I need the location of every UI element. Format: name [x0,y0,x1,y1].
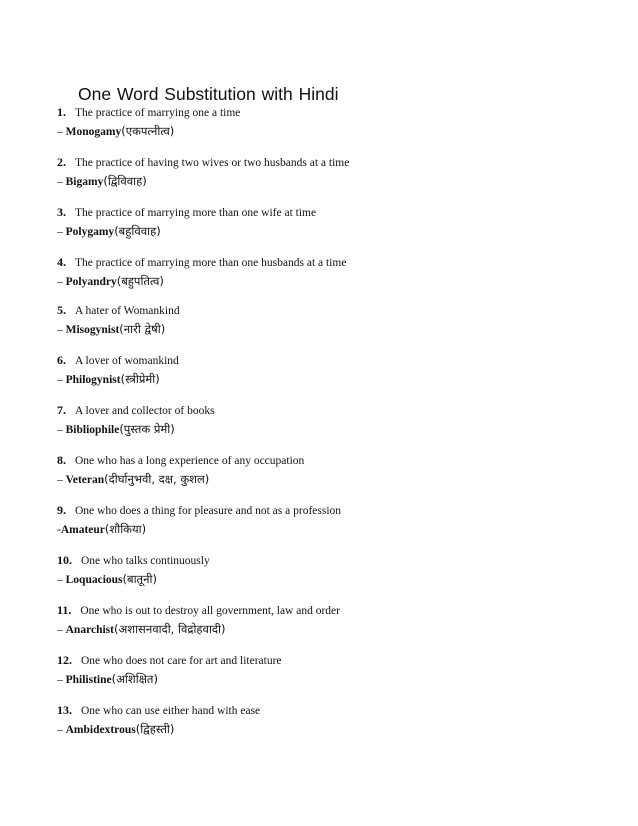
item-prefix: – [57,176,66,188]
item-word: Ambidextrous [65,724,136,736]
item-number: 3. [57,205,66,219]
item-word: Misogynist [65,324,120,336]
item-question: One who can use either hand with ease [81,705,261,717]
item-hindi: (शौकिया) [104,522,147,536]
item-number: 10. [57,553,72,567]
item-number: 4. [57,255,66,269]
list-item [57,452,617,487]
item-word: Monogamy [65,126,122,138]
item-number: 7. [57,403,66,417]
item-question: The practice of marrying more than one wife at time [75,207,317,219]
item-question: One who talks continuously [81,555,210,567]
item-prefix: – [57,324,66,336]
item-number: 1. [57,105,66,119]
item-word: Polyandry [65,276,117,288]
item-number: 9. [57,503,66,517]
item-hindi: (बहुपतित्व) [116,274,164,288]
item-word: Loquacious [65,574,123,586]
item-number: 2. [57,155,66,169]
item-hindi: (बहुविवाह) [114,224,161,238]
item-prefix: – [57,424,66,436]
item-word: Bigamy [65,176,104,188]
item-word: Bibliophile [65,424,120,436]
item-hindi: (द्विहस्ती) [135,722,175,736]
list-item [57,602,617,637]
item-word: Anarchist [65,624,114,636]
item-prefix: – [57,474,66,486]
item-number: 6. [57,353,66,367]
item-prefix: – [57,724,66,736]
item-hindi: (अशिक्षित) [111,672,158,686]
item-hindi: (नारी द्वेषी) [119,322,166,336]
item-hindi: (द्विविवाह) [103,174,147,188]
item-question: One who has a long experience of any occupation [75,455,305,467]
list-item [57,502,617,537]
item-question: A lover of womankind [75,355,179,367]
item-hindi: (बातूनी) [122,572,157,586]
list-item [57,204,617,239]
item-question: The practice of having two wives or two husbands at a time [75,157,350,169]
item-hindi: (अशासनवादी, विद्रोहवादी) [113,622,226,636]
item-number: 12. [57,653,72,667]
list-item [57,352,617,387]
item-hindi: (पुस्तक प्रेमी) [119,422,175,436]
item-word: Philogynist [65,374,121,386]
item-question: A lover and collector of books [75,405,215,417]
item-hindi: (स्त्रीप्रेमी) [120,372,160,386]
list-item [57,402,617,437]
item-number: 5. [57,303,66,317]
item-question: One who is out to destroy all government, law and order [80,605,340,617]
item-number: 13. [57,703,72,717]
item-prefix: - [57,524,61,536]
item-prefix: – [57,624,66,636]
item-word: Amateur [60,524,105,536]
item-prefix: – [57,276,66,288]
item-question: The practice of marrying one a time [75,107,241,119]
list-item [57,552,617,587]
list-item [57,104,617,139]
list-item [57,254,617,289]
list-item [57,702,617,737]
item-prefix: – [57,574,66,586]
list-item [57,652,617,687]
item-question: The practice of marrying more than one husbands at a time [75,257,347,269]
item-word: Veteran [65,474,105,486]
item-word: Polygamy [65,226,115,238]
document-title: One Word Substitution with Hindi [78,84,339,104]
item-word: Philistine [65,674,112,686]
list-item [57,302,617,337]
item-number: 8. [57,453,66,467]
item-prefix: – [57,226,66,238]
item-hindi: (एकपत्नीत्व) [121,124,175,138]
item-question: One who does a thing for pleasure and not as a profession [75,505,342,517]
item-prefix: – [57,374,66,386]
item-question: A hater of Womankind [75,305,180,317]
item-hindi: (दीर्घानुभवी, दक्ष, कुशल) [104,472,210,486]
item-number: 11. [57,603,72,617]
item-question: One who does not care for art and literature [81,655,282,667]
item-prefix: – [57,674,66,686]
item-prefix: – [57,126,66,138]
list-item [57,154,617,189]
